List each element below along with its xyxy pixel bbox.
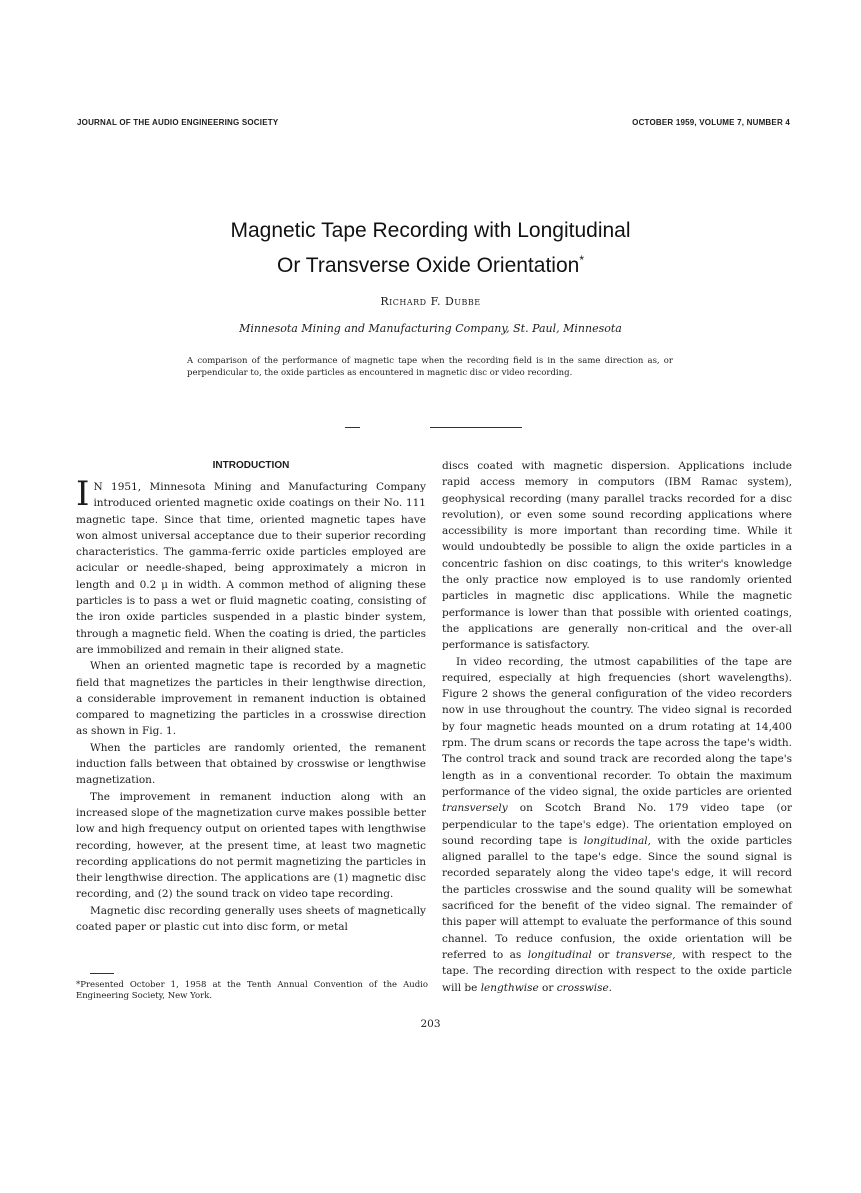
- paragraph-7: [442, 654, 792, 996]
- paragraph-4: The improvement in remanent induction along with an increased slope of the magnetization curve makes possible better low and high frequency output on oriented tapes with lengthwise recording, however, at the present time, at least two magnetic recording applications do not permit magnetizing the particles in their lengthwise direction. The applications are (1) magnetic disc recording, and (2) the sound track on video tape recording.: [76, 790, 426, 901]
- author-name-text: Richard F. Dubbe: [380, 295, 481, 308]
- p7-italic-longitudinal: longitudinal,: [583, 834, 651, 847]
- p7-italic-crosswise: crosswise.: [556, 981, 613, 994]
- author-affiliation: Minnesota Mining and Manufacturing Company, St. Paul, Minnesota: [239, 322, 622, 335]
- p7-text-c: with the oxide particles aligned parallel to the tape's edge. Since the sound signal is recorded separately along the video tape's edge, it will record the particles crosswise and the sound quality will be somewhat sacrificed for the benefit of the video signal. The remainder of this paper will attempt to evaluate the performance of this sound channel. To reduce confusion, the oxide orientation will be referred to as: [442, 834, 792, 961]
- p7-text-e: with respect to the tape. The recording direction with respect to the oxide particle will be: [442, 948, 792, 994]
- abstract: A comparison of the performance of magnetic tape when the recording field is in the same direction as, or perpendicular to, the oxide particles as encountered in magnetic disc or video recording.: [187, 356, 673, 378]
- right-column: [442, 458, 792, 996]
- issue-header: OCTOBER 1959, VOLUME 7, NUMBER 4: [632, 118, 790, 127]
- left-column: [76, 458, 426, 935]
- paragraph-1-text: N 1951, Minnesota Mining and Manufacturing Company introduced oriented magnetic oxide coatings on their No. 111 magnetic tape. Since that time, oriented magnetic tapes have won almost universal acceptance due to their superior recording characteristics. The gamma-ferric oxide particles employed are acicular or needle-shaped, being approximately a micron in length and 0.2 μ in width. A common method of aligning these particles is to pass a wet or fluid magnetic coating, consisting of the iron oxide particles suspended in a plastic binder system, through a magnetic field. When the coating is dried, the particles are immobilized and remain in their aligned state.: [76, 481, 426, 656]
- p7-text-b: on Scotch Brand No. 179 video tape (or perpendicular to the tape's edge). The orientation employed on sound recording tape is: [442, 802, 792, 847]
- footnote-rule: [90, 973, 114, 974]
- paragraph-6: discs coated with magnetic dispersion. Applications include rapid access memory in computors (IBM Ramac system), geophysical recording (many parallel tracks recorded for a disc revolution), or even some sound recording applications where accessibility is more important than recording time. While it would undoubtedly be possible to align the oxide particles in a concentric fashion on disc coatings, to this writer's knowledge the only practice now employed is to use randomly oriented particles in magnetic disc applications. While the magnetic performance is lower than that possible with oriented coatings, the applications are generally non-critical and the over-all performance is satisfactory.: [442, 460, 792, 652]
- footnote: *Presented October 1, 1958 at the Tenth Annual Convention of the Audio Engineering Society, New York.: [76, 980, 428, 1001]
- p7-italic-transverse: transverse,: [615, 948, 676, 961]
- author-name: [0, 295, 861, 308]
- paper-title-line2: [0, 253, 861, 278]
- p7-italic-lengthwise: lengthwise: [480, 981, 539, 994]
- paragraph-2: When an oriented magnetic tape is recorded by a magnetic field that magnetizes the particles in their lengthwise direction, a considerable improvement in remanent induction is obtained compared to magnetizing the particles in a crosswise direction as shown in Fig. 1.: [76, 660, 426, 738]
- section-heading: INTRODUCTION: [212, 460, 290, 471]
- p7-italic-longitudinal-2: longitudinal: [527, 948, 592, 961]
- paragraph-1: [76, 474, 426, 658]
- p7-italic-transversely: transversely: [442, 802, 508, 815]
- paper-title-line1: Magnetic Tape Recording with Longitudinal: [230, 219, 631, 242]
- journal-header: JOURNAL OF THE AUDIO ENGINEERING SOCIETY: [77, 118, 279, 127]
- title-footnote-marker: *: [579, 253, 584, 267]
- paragraph-5: Magnetic disc recording generally uses sheets of magnetically coated paper or plastic cut into disc form, or metal: [76, 904, 426, 934]
- paragraph-3: When the particles are randomly oriented, the remanent induction falls between that obtained by crosswise or lengthwise magnetization.: [76, 741, 426, 787]
- drop-cap: I: [76, 474, 90, 514]
- p7-text-d: or: [591, 948, 616, 961]
- p7-text-a: In video recording, the utmost capabilities of the tape are required, especially at high frequencies (short wavelengths). Figure 2 shows the general configuration of the video recorders now in use throughout the country. The video signal is recorded by four magnetic heads mounted on a drum rotating at 14,400 rpm. The drum scans or records the tape across the tape's width. The control track and sound track are recorded along the tape's length as in a conventional recorder. To obtain the maximum performance of the video signal, the oxide particles are oriented: [442, 655, 792, 798]
- separator-rule-short: [345, 427, 360, 428]
- separator-rule-long: [430, 427, 522, 428]
- paper-title-line2-text: Or Transverse Oxide Orientation: [277, 254, 580, 277]
- p7-text-f: or: [538, 981, 557, 994]
- page-number: 203: [420, 1018, 441, 1030]
